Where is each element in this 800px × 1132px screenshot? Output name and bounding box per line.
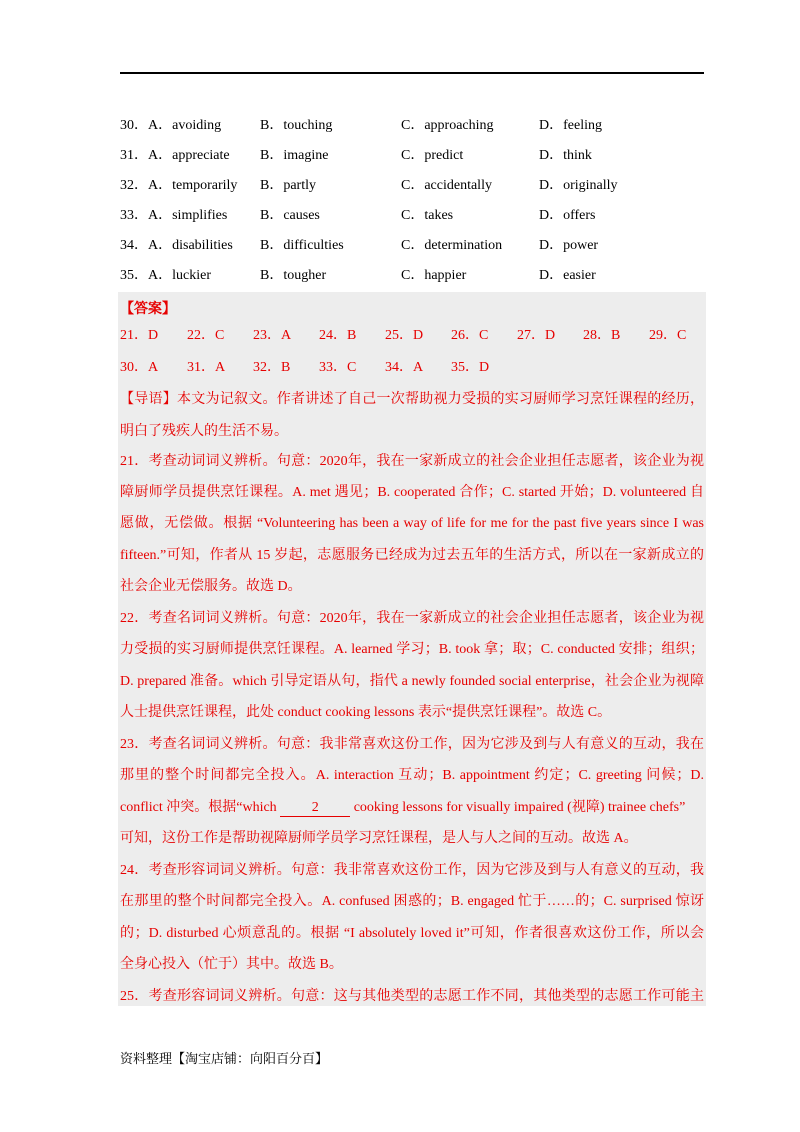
option-b: B．difficulties [260,238,344,253]
answer-item: 26．C [451,328,489,343]
question-number: 32． [120,178,148,193]
answer-item: 23．A [253,328,292,343]
option-d: D．power [539,238,599,253]
answer-item: 35．D [451,360,490,375]
option-a: A．appreciate [148,148,230,163]
option-a: A．simplifies [148,208,228,223]
guide-text: 明白了残疾人的生活不易。 [120,424,288,439]
option-c: C．determination [401,238,503,253]
question-number: 30． [120,118,148,133]
option-row [120,233,704,263]
option-c: C．approaching [401,118,494,133]
explanation-21: 障厨师学员提供烹饪课程。A. met 遇见；B. cooperated 合作；C. started 开始；D. volunteered 自 [120,485,704,500]
option-a: A．avoiding [148,118,222,133]
option-row [120,263,704,293]
answer-item: 28．B [583,328,621,343]
explanation-22: 人士提供烹饪课程，此处 conduct cooking lessons 表示“提供烹饪课程”。故选 C。 [120,705,612,720]
explanation-24: 24．考查形容词词义辨析。句意：我非常喜欢这份工作，因为它涉及到与人有意义的互动，我 [120,863,704,878]
question-number: 35． [120,268,148,283]
option-d: D．feeling [539,118,602,133]
explanation-23: 那里的整个时间都完全投入。A. interaction 互动；B. appointment 约定；C. greeting 问候；D. [120,768,704,783]
option-a: A．disabilities [148,238,233,253]
option-d: D．offers [539,208,596,223]
option-d: D．think [539,148,592,163]
option-c: C．predict [401,148,464,163]
footer-text: 资料整理【淘宝店铺：向阳百分百】 [120,1052,329,1067]
explanation-24: 全身心投入（忙于）其中。故选 B。 [120,957,343,972]
guide-text: 【导语】本文为记叙文。作者讲述了自己一次帮助视力受损的实习厨师学习烹饪课程的经历， [120,392,704,407]
option-a: A．temporarily [148,178,238,193]
option-c: C．takes [401,208,454,223]
explanation-21: 社会企业无偿服务。故选 D。 [120,579,302,594]
option-a: A．luckier [148,268,211,283]
explanation-23: 可知，这份工作是帮助视障厨师学员学习烹饪课程，是人与人之间的互动。故选 A。 [120,831,638,846]
explanation-24: 的；D. disturbed 心烦意乱的。根据 “I absolutely loved it”可知，作者很喜欢这份工作，所以会 [120,926,704,941]
option-c: C．accidentally [401,178,492,193]
answer-heading: 【答案】 [120,302,176,317]
answer-item: 21．D [120,328,159,343]
option-row [120,173,704,203]
answer-row-1 [120,326,704,346]
answer-item: 30．A [120,360,159,375]
option-c: C．happier [401,268,467,283]
answer-item: 34．A [385,360,424,375]
blank-2: 2 [280,800,350,817]
option-row [120,113,704,143]
explanation-21: fifteen.”可知，作者从 15 岁起，志愿服务已经成为过去五年的生活方式，所以在一家新成立的 [120,548,704,563]
option-b: B．tougher [260,268,327,283]
answer-item: 27．D [517,328,556,343]
question-number: 31． [120,148,148,163]
option-d: D．easier [539,268,596,283]
explanation-24: 在那里的整个时间都完全投入。A. confused 困惑的；B. engaged 忙于……的；C. surprised 惊讶 [120,894,704,909]
answer-item: 32．B [253,360,291,375]
explanation-21: 愿做，无偿做。根据 “Volunteering has been a way of life for me for the past five years since I was [120,516,704,531]
answer-item: 25．D [385,328,424,343]
explanation-22: D. prepared 准备。which 引导定语从句，指代 a newly founded social enterprise，社会企业为视障 [120,674,704,689]
explanation-21: 21．考查动词词义辨析。句意：2020年，我在一家新成立的社会企业担任志愿者，该企业为视 [120,454,704,469]
answer-item: 29．C [649,328,687,343]
question-number: 34． [120,238,148,253]
answer-item: 33．C [319,360,357,375]
option-row [120,203,704,233]
option-b: B．causes [260,208,320,223]
answer-item: 24．B [319,328,357,343]
answer-row-2 [120,358,704,378]
options-table [120,113,704,293]
explanation-25: 25．考查形容词词义辨析。句意：这与其他类型的志愿工作不同，其他类型的志愿工作可能主 [120,989,704,1004]
explanation-23: conflict 冲突。根据“which 2 cooking lessons for visually impaired (视障) trainee chefs” [120,800,686,815]
answer-item: 22．C [187,328,225,343]
option-d: D．originally [539,178,618,193]
option-row [120,143,704,173]
option-b: B．touching [260,118,333,133]
option-b: B．imagine [260,148,329,163]
explanation-22: 22．考查名词词义辨析。句意：2020年，我在一家新成立的社会企业担任志愿者，该企业为视 [120,611,704,626]
question-number: 33． [120,208,148,223]
explanation-23: 23．考查名词词义辨析。句意：我非常喜欢这份工作，因为它涉及到与人有意义的互动，我在 [120,737,704,752]
explanation-22: 力受损的实习厨师提供烹饪课程。A. learned 学习；B. took 拿；取；C. conducted 安排；组织； [120,642,704,657]
header-rule [120,72,704,74]
answer-item: 31．A [187,360,226,375]
option-b: B．partly [260,178,316,193]
